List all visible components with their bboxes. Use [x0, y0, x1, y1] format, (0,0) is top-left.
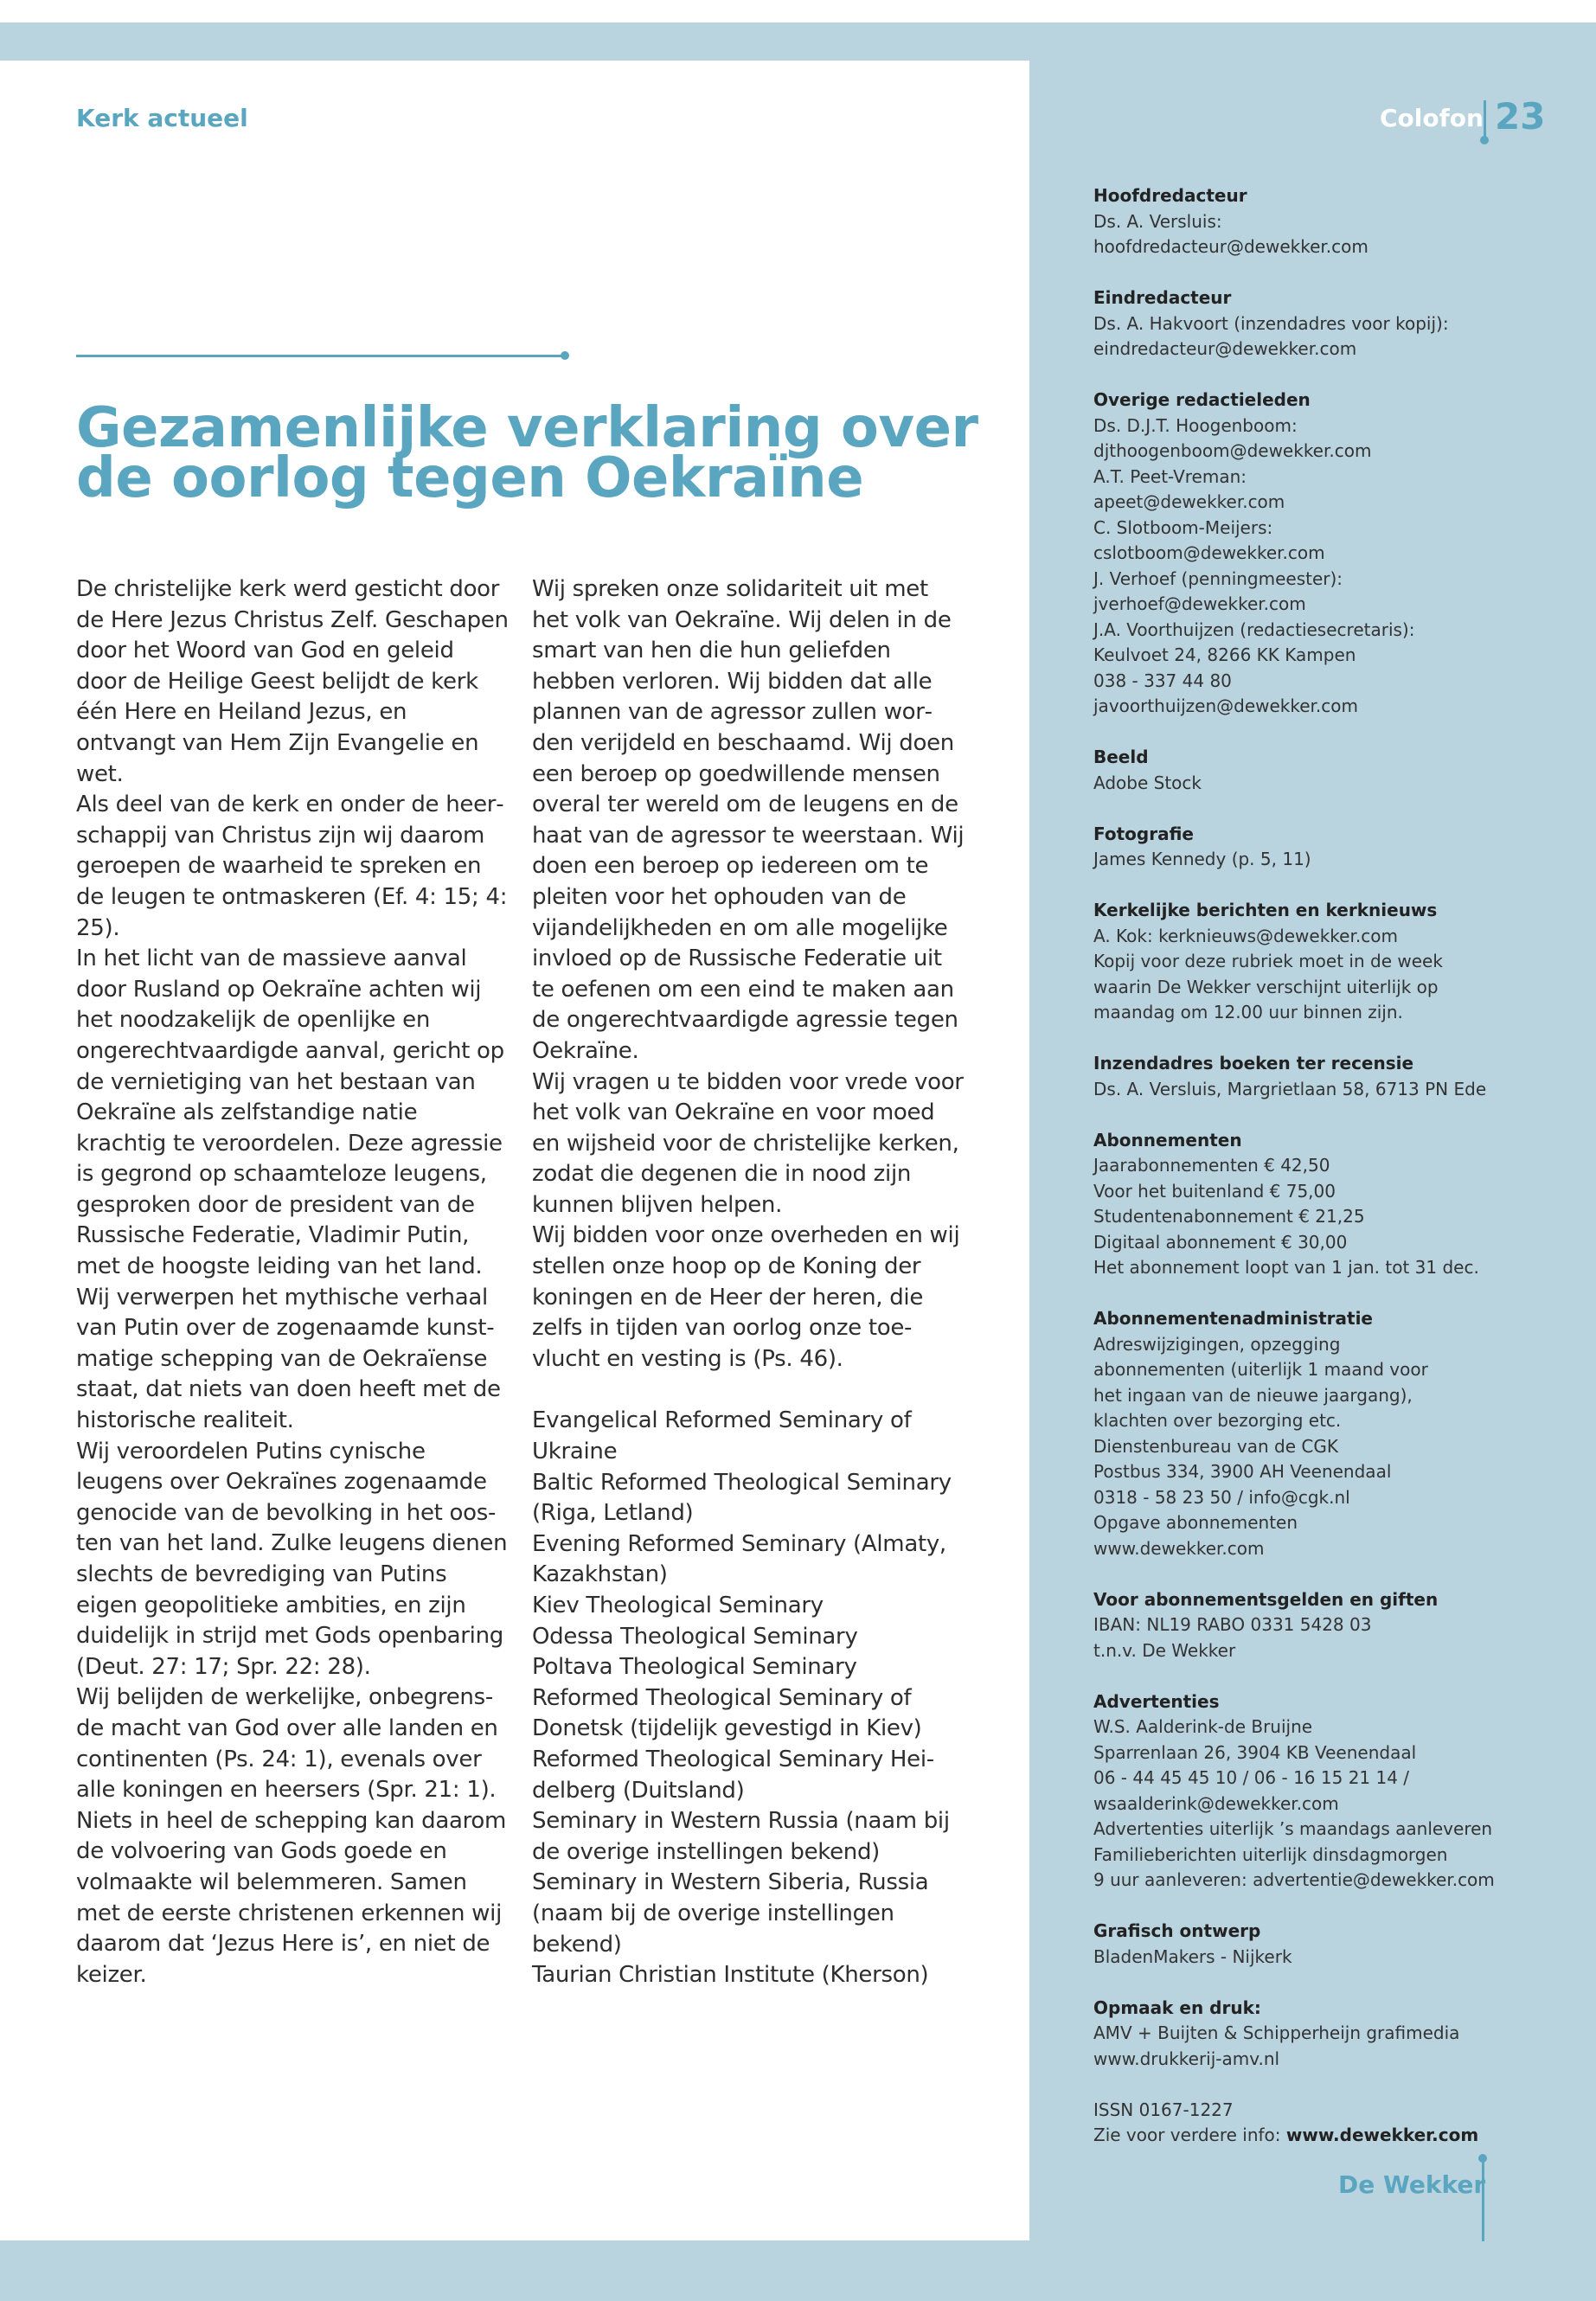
top-band	[0, 0, 1596, 22]
article-title	[76, 396, 993, 510]
colofon-line: J.A. Voorthuijzen (redactiesecretaris):	[1093, 619, 1415, 640]
colofon-line: Familieberichten uiterlijk dinsdagmorgen	[1093, 1843, 1448, 1865]
colofon-line: wsaalderink@dewekker.com	[1093, 1792, 1339, 1814]
colofon-block	[1093, 1128, 1578, 1281]
magazine-name: De Wekker	[1338, 2170, 1486, 2199]
colofon-block	[1093, 1306, 1578, 1561]
colofon-line: AMV + Buijten & Schipperheijn grafimedia	[1093, 2022, 1460, 2043]
paragraph: Als deel van de kerk en onder de heerschappij van Christus zijn wij daarom geroepen de waarheid te spreken en de leugen te ontmaskeren (Ef. 4: 15; 4: 25).	[76, 792, 508, 941]
colofon-line: het ingaan van de nieuwe jaargang),	[1093, 1384, 1413, 1406]
colofon-line: IBAN: NL19 RABO 0331 5428 03	[1093, 1614, 1372, 1635]
colofon-blocks	[1093, 183, 1578, 2072]
colofon-line: Voor het buitenland € 75,00	[1093, 1180, 1336, 1202]
colofon-line: abonnementen (uiterlijk 1 maand voor	[1093, 1359, 1428, 1380]
colofon-line: C. Slotboom-Meijers:	[1093, 516, 1273, 538]
paragraph: Wij verwerpen het mythische verhaal van Putin over de zogenaamde kunstmatige schepping van de Oekraïense staat, dat niets van doen heeft met de historische realiteit.	[76, 1284, 501, 1434]
colofon-block-heading: Abonnementen	[1093, 1129, 1242, 1150]
article-column-2	[532, 574, 965, 1991]
colofon-line: Adreswijzigingen, opzegging	[1093, 1333, 1341, 1355]
colofon-block-issn	[1093, 2098, 1578, 2149]
signatory-item: Kiev Theological Seminary	[532, 1593, 824, 1618]
issn: ISSN 0167-1227	[1093, 2099, 1234, 2120]
colofon-block-heading: Beeld	[1093, 747, 1149, 767]
signatory-item: Seminary in Western Russia (naam bij de overige instellingen bekend)	[532, 1808, 950, 1865]
colofon-line: Ds. D.J.T. Hoogenboom:	[1093, 414, 1298, 436]
colofon-line: Jaarabonnementen € 42,50	[1093, 1155, 1330, 1176]
colofon-block-heading: Fotografie	[1093, 823, 1194, 844]
colofon-block	[1093, 822, 1578, 873]
colofon-block-heading: Overige redactieleden	[1093, 389, 1311, 410]
colofon-block	[1093, 285, 1578, 362]
colofon-line: BladenMakers - Nijkerk	[1093, 1945, 1292, 1967]
section-label: Kerk actueel	[76, 104, 248, 132]
paragraph: Wij vragen u te bidden voor vrede voor het volk van Oekraïne en voor moed en wijsheid voor de christelijke kerken, zodat die degenen die in nood zijn kunnen blijven helpen.	[532, 1068, 964, 1218]
paragraph: De christelijke kerk werd gesticht door de Here Jezus Christus Zelf. Geschapen door het Woord van God en geleid door de Heilige Geest belijdt de kerk één Here en Heiland Jezus, en ontvangt van Hem Zijn Evangelie en wet.	[76, 576, 509, 787]
colofon-divider	[1484, 100, 1486, 138]
colofon-line: cslotboom@dewekker.com	[1093, 542, 1325, 563]
signatory-item: Poltava Theological Seminary	[532, 1654, 857, 1681]
signatory-item: Reformed Theological Seminary of Donetsk (tijdelijk gevestigd in Kiev)	[532, 1684, 922, 1742]
paragraph: In het licht van de massieve aanval door Rusland op Oekraïne achten wij het noodzakelijk de openlijke en ongerechtvaardigde aanval, gericht op de vernietiging van het bestaan van Oekraïne als zelfstandige natie krachtig te veroordelen. Deze agressie is gegrond op schaamteloze leugens, gesproken door de president van de Russische Federatie, Vladimir Putin, met de hoogste leiding van het land.	[76, 945, 504, 1280]
title-line-1: Gezamenlijke verklaring over	[76, 396, 978, 460]
colofon-line: waarin De Wekker verschijnt uiterlijk op	[1093, 976, 1439, 997]
signatory-item: Baltic Reformed Theological Seminary (Riga, Letland)	[532, 1469, 952, 1527]
title-divider	[76, 355, 565, 357]
colofon-line: James Kennedy (p. 5, 11)	[1093, 849, 1311, 869]
colofon-line: 06 - 44 45 45 10 / 06 - 16 15 21 14 /	[1093, 1767, 1410, 1788]
colofon-line: hoofdredacteur@dewekker.com	[1093, 236, 1368, 257]
paragraph: Wij belijden de werkelijke, onbegrensde macht van God over alle landen en continenten (Ps. 24: 1), evenals over alle koningen en heersers (Spr. 21: 1). Niets in heel de schepping kan daarom de volvoering van Gods goede en volmaakte wil belemmeren. Samen met de eerste christenen erkennen wij daarom dat ‘Jezus Here is’, en niet de keizer.	[76, 1684, 507, 1988]
colofon-line: klachten over bezorging etc.	[1093, 1410, 1342, 1431]
colofon-block	[1093, 1996, 1578, 2073]
colofon-line: www.drukkerij-amv.nl	[1093, 2048, 1280, 2069]
colofon-line: djthoogenboom@dewekker.com	[1093, 440, 1372, 461]
colofon-line: 0318 - 58 23 50 / info@cgk.nl	[1093, 1486, 1350, 1508]
colofon-line: Ds. A. Versluis, Margrietlaan 58, 6713 PN Ede	[1093, 1078, 1487, 1099]
colofon-line: 9 uur aanleveren: advertentie@dewekker.com	[1093, 1869, 1495, 1890]
colofon-block-heading: Voor abonnementsgelden en giften	[1093, 1588, 1439, 1610]
colofon-block-heading: Opmaak en druk:	[1093, 1997, 1261, 2018]
colofon-block	[1093, 898, 1578, 1026]
colofon-block-heading: Kerkelijke berichten en kerknieuws	[1093, 900, 1438, 920]
colofon-line: eindredacteur@dewekker.com	[1093, 338, 1357, 359]
colofon-block-heading: Advertenties	[1093, 1690, 1220, 1712]
info-url[interactable]: www.dewekker.com	[1285, 2125, 1479, 2145]
colofon-block	[1093, 1919, 1578, 1970]
divider-dot	[561, 351, 569, 360]
colofon-line: 038 - 337 44 80	[1093, 670, 1232, 691]
colofon-block	[1093, 1587, 1578, 1664]
colofon-line: Opgave abonnementen	[1093, 1512, 1298, 1533]
info-prefix: Zie voor verdere info:	[1093, 2125, 1286, 2145]
footer-divider-dot	[1478, 2154, 1487, 2163]
colofon-line: A. Kok: kerknieuws@dewekker.com	[1093, 925, 1398, 946]
colofon-block-heading: Grafisch ontwerp	[1093, 1920, 1261, 1941]
colofon-heading: Colofon	[1380, 104, 1484, 132]
colofon-line: Advertenties uiterlijk ’s maandags aanleveren	[1093, 1818, 1493, 1839]
colofon-line: W.S. Aalderink-de Bruijne	[1093, 1716, 1313, 1737]
colofon-line: maandag om 12.00 uur binnen zijn.	[1093, 1002, 1403, 1022]
colofon-line: t.n.v. De Wekker	[1093, 1639, 1236, 1661]
colofon-line: Studentenabonnement € 21,25	[1093, 1206, 1365, 1227]
colofon-line: Digitaal abonnement € 30,00	[1093, 1231, 1348, 1253]
colofon-line: www.dewekker.com	[1093, 1537, 1265, 1559]
paragraph: Wij spreken onze solidariteit uit met het volk van Oekraïne. Wij delen in de smart van hen die hun geliefden hebben verloren. Wij bidden dat alle plannen van de agressor zullen worden verijdeld en beschaamd. Wij doen een beroep op goedwillende mensen overal ter wereld om de leugens en de haat van de agressor te weerstaan. Wij doen een beroep op iedereen om te pleiten voor het ophouden van de vijandelijkheden en om alle mogelijke invloed op de Russische Federatie uit te oefenen om een eind te maken aan de ongerechtvaardigde agressie tegen Oekraïne.	[532, 576, 965, 1064]
colofon-block	[1093, 388, 1578, 720]
colofon-line: J. Verhoef (penningmeester):	[1093, 567, 1343, 589]
signatory-item: Odessa Theological Seminary	[532, 1623, 858, 1650]
colofon-line: A.T. Peet-Vreman:	[1093, 465, 1247, 487]
colofon-block-heading: Hoofdredacteur	[1093, 185, 1247, 206]
colofon-line: apeet@dewekker.com	[1093, 491, 1285, 512]
colofon-line: jverhoef@dewekker.com	[1093, 593, 1306, 614]
page-number: 23	[1495, 95, 1546, 138]
signatory-item: Evening Reformed Seminary (Almaty, Kazakhstan)	[532, 1530, 946, 1588]
colofon-line: Sparrenlaan 26, 3904 KB Veenendaal	[1093, 1741, 1417, 1763]
colofon-block-heading: Eindredacteur	[1093, 287, 1232, 308]
colofon-block	[1093, 745, 1578, 796]
colofon-block	[1093, 1689, 1578, 1894]
colofon-line: Ds. A. Hakvoort (inzendadres voor kopij):	[1093, 312, 1449, 334]
colofon-line: Het abonnement loopt van 1 jan. tot 31 dec.	[1093, 1257, 1479, 1278]
colofon	[1093, 183, 1578, 2174]
signatory-item: Taurian Christian Institute (Kherson)	[532, 1962, 929, 1989]
colofon-line: Adobe Stock	[1093, 772, 1202, 793]
colofon-line: Kopij voor deze rubriek moet in de week	[1093, 951, 1443, 971]
paragraph: Wij veroordelen Putins cynische leugens over Oekraïnes zogenaamde genocide van de bevolking in het oosten van het land. Zulke leugens dienen slechts de bevrediging van Putins eigen geopolitieke ambities, en zijn duidelijk in strijd met Gods openbaring (Deut. 27: 17; Spr. 22: 28).	[76, 1438, 508, 1680]
title-line-2: de oorlog tegen Oekraïne	[76, 446, 864, 510]
colofon-line: Dienstenbureau van de CGK	[1093, 1435, 1338, 1457]
colofon-block	[1093, 183, 1578, 260]
signatory-item: Reformed Theological Seminary Heidelberg (Duitsland)	[532, 1746, 935, 1804]
colofon-block-heading: Inzendadres boeken ter recensie	[1093, 1053, 1414, 1074]
colofon-divider-dot	[1480, 136, 1489, 144]
colofon-line: Ds. A. Versluis:	[1093, 210, 1222, 232]
paragraph: Wij bidden voor onze overheden en wij stellen onze hoop op de Koning der koningen en de Heer der heren, die zelfs in tijden van oorlog onze toevlucht en vesting is (Ps. 46).	[532, 1222, 960, 1372]
colofon-block-heading: Abonnementenadministratie	[1093, 1308, 1373, 1329]
signatory-list	[532, 1406, 965, 1990]
colofon-line: Keulvoet 24, 8266 KK Kampen	[1093, 644, 1356, 665]
signatory-item: Seminary in Western Siberia, Russia (naam bij de overige instellingen bekend)	[532, 1869, 929, 1958]
colofon-block	[1093, 1051, 1578, 1102]
article-column-1	[76, 574, 509, 1990]
signatory-item: Evangelical Reformed Seminary of Ukraine	[532, 1407, 912, 1465]
info-line	[1093, 2123, 1578, 2149]
colofon-line: javoorthuijzen@dewekker.com	[1093, 695, 1359, 716]
colofon-line: Postbus 334, 3900 AH Veenendaal	[1093, 1461, 1392, 1482]
